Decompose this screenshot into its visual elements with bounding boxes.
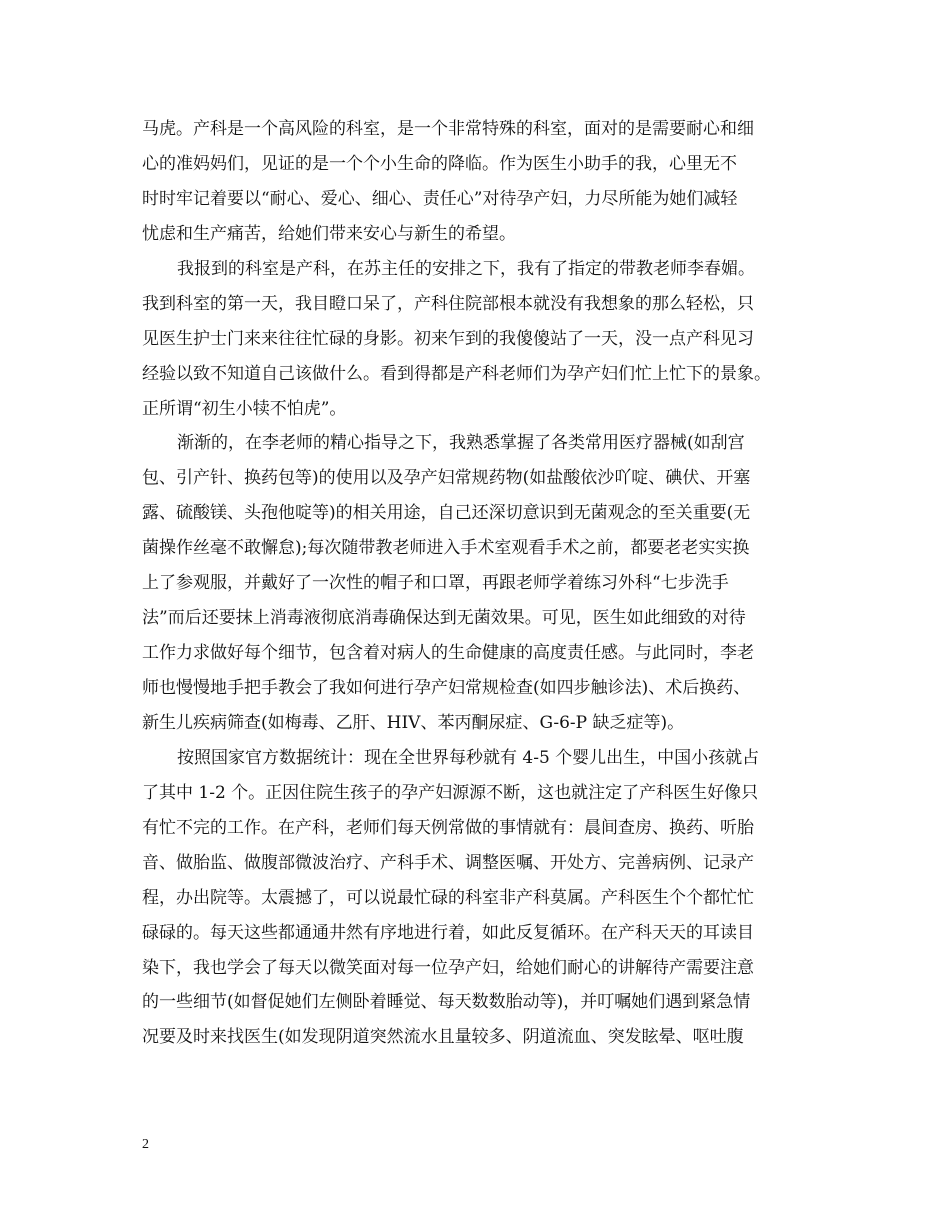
text-line: 按照国家官方数据统计：现在全世界每秒就有 4-5 个婴儿出生，中国小孩就占: [177, 747, 760, 768]
text-line: 包、引产针、换药包等)的使用以及孕产妇常规药物(如盐酸依沙吖啶、碘伏、开塞: [142, 468, 751, 489]
document-body: [142, 112, 808, 1055]
text-line: 经验以致不知道自己该做什么。看到得都是产科老师们为孕产妇们忙上忙下的景象。: [142, 363, 771, 384]
text-line: 马虎。产科是一个高风险的科室，是一个非常特殊的科室，面对的是需要耐心和细: [142, 119, 754, 139]
paragraph-1: [142, 112, 808, 252]
text-line: 见医生护士门来来往往忙碌的身影。初来乍到的我傻傻站了一天，没一点产科见习: [142, 328, 754, 349]
text-line: 上了参观服，并戴好了一次性的帽子和口罩，再跟老师学着练习外科“七步洗手: [142, 573, 729, 594]
text-line: 新生儿疾病筛查(如梅毒、乙肝、HIV、苯丙酮尿症、G-6-P 缺乏症等)。: [142, 712, 685, 733]
text-line: 有忙不完的工作。在产科，老师们每天例常做的事情就有：晨间查房、换药、听胎: [142, 817, 754, 838]
text-line: 菌操作丝毫不敢懈怠);每次随带教老师进入手术室观看手术之前，都要老老实实换: [142, 538, 750, 559]
text-line: 心的准妈妈们，见证的是一个个小生命的降临。作为医生小助手的我，心里无不: [142, 153, 737, 174]
text-line: 正所谓“初生小犊不怕虎”。: [142, 398, 347, 419]
paragraph-2: [142, 252, 808, 427]
text-line: 忧虑和生产痛苦，给她们带来安心与新生的希望。: [142, 223, 516, 244]
paragraph-4: [142, 741, 808, 1055]
text-line: 的一些细节(如督促她们左侧卧着睡觉、每天数数胎动等)，并叮嘱她们遇到紧急情: [142, 992, 751, 1013]
text-line: 程，办出院等。太震撼了，可以说最忙碌的科室非产科莫属。产科医生个个都忙忙: [142, 887, 754, 908]
text-line: 渐渐的，在李老师的精心指导之下，我熟悉掌握了各类常用医疗器械(如刮宫: [177, 433, 745, 454]
text-line: 工作力求做好每个细节，包含着对病人的生命健康的高度责任感。与此同时，李老: [142, 643, 754, 664]
text-line: 况要及时来找医生(如发现阴道突然流水且量较多、阴道流血、突发眩晕、呕吐腹: [142, 1027, 744, 1048]
text-line: 了其中 1-2 个。正因住院生孩子的孕产妇源源不断，这也就注定了产科医生好像只: [142, 782, 759, 803]
text-line: 音、做胎监、做腹部微波治疗、产科手术、调整医嘱、开处方、完善病例、记录产: [142, 852, 754, 873]
text-line: 我到科室的第一天，我目瞪口呆了，产科住院部根本就没有我想象的那么轻松，只: [142, 293, 754, 314]
paragraph-3: [142, 426, 808, 740]
text-line: 师也慢慢地手把手教会了我如何进行孕产妇常规检查(如四步触诊法)、术后换药、: [142, 678, 751, 698]
text-line: 我报到的科室是产科，在苏主任的安排之下，我有了指定的带教老师李春媚。: [177, 258, 755, 279]
page-number: 2: [142, 1137, 149, 1152]
text-line: 染下，我也学会了每天以微笑面对每一位孕产妇，给她们耐心的讲解待产需要注意: [142, 957, 754, 978]
text-line: 露、硫酸镁、头孢他啶等)的相关用途，自己还深切意识到无菌观念的至关重要(无: [142, 503, 751, 524]
text-line: 时时牢记着要以“耐心、爱心、细心、责任心”对待孕产妇，力尽所能为她们减轻: [142, 188, 738, 209]
text-line: 法”而后还要抹上消毒液彻底消毒确保达到无菌效果。可见，医生如此细致的对待: [142, 608, 746, 629]
text-line: 碌碌的。每天这些都通通井然有序地进行着，如此反复循环。在产科天天的耳读目: [142, 922, 754, 943]
